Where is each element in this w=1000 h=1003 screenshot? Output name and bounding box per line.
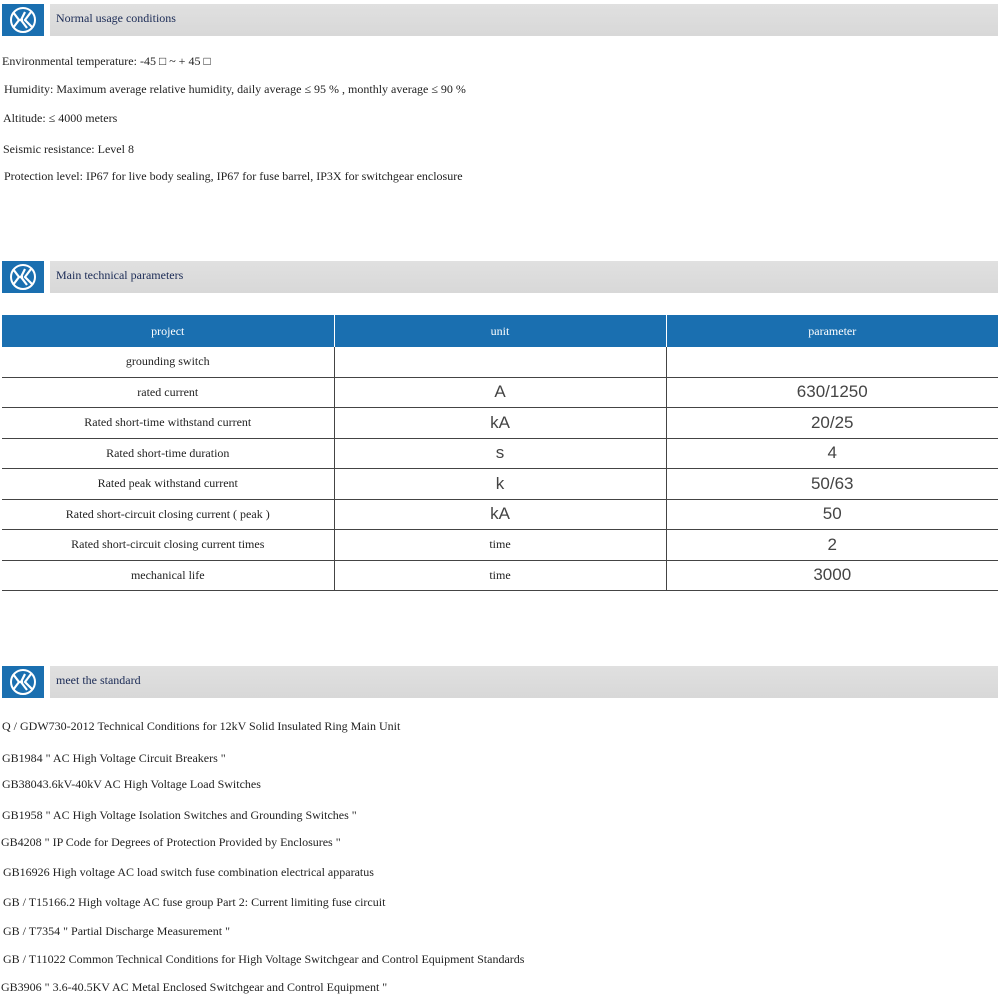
standard-line: GB1984 " AC High Voltage Circuit Breakers " [2, 751, 226, 765]
cell-project: Rated short-time duration [2, 438, 334, 469]
cell-project: Rated peak withstand current [2, 469, 334, 500]
usage-line: Humidity: Maximum average relative humidity, daily average ≤ 95 % , monthly average ≤ 90 % [4, 82, 466, 96]
column-header-unit: unit [334, 315, 666, 347]
header-bar [50, 666, 998, 698]
cell-project: Rated short-circuit closing current times [2, 530, 334, 561]
usage-line: Environmental temperature: -45 □ ~ + 45 □ [2, 54, 211, 68]
cell-unit: kA [334, 408, 666, 439]
cell-unit: k [334, 469, 666, 500]
column-header-parameter: parameter [666, 315, 998, 347]
cell-parameter: 3000 [666, 560, 998, 591]
table-row [2, 560, 998, 591]
section-header-params [2, 261, 998, 293]
table-row [2, 469, 998, 500]
usage-line: Seismic resistance: Level 8 [3, 142, 134, 156]
header-bar [50, 261, 998, 293]
standard-line: GB3906 " 3.6-40.5KV AC Metal Enclosed Switchgear and Control Equipment " [1, 980, 388, 994]
cell-parameter [666, 347, 998, 377]
standard-line: GB / T15166.2 High voltage AC fuse group Part 2: Current limiting fuse circuit [3, 895, 386, 909]
standard-line: GB / T11022 Common Technical Conditions for High Voltage Switchgear and Control Equipment Standards [3, 952, 525, 966]
cell-project: grounding switch [2, 347, 334, 377]
header-bar [50, 4, 998, 36]
usage-line: Altitude: ≤ 4000 meters [3, 111, 118, 125]
brand-logo-icon [2, 666, 44, 698]
cell-unit: kA [334, 499, 666, 530]
cell-unit: time [334, 530, 666, 561]
standard-line: GB1958 " AC High Voltage Isolation Switches and Grounding Switches " [2, 808, 357, 822]
cell-unit: time [334, 560, 666, 591]
section-title: Normal usage conditions [56, 11, 176, 25]
standard-line: GB16926 High voltage AC load switch fuse combination electrical apparatus [3, 865, 374, 879]
cell-project: Rated short-time withstand current [2, 408, 334, 439]
standard-line: Q / GDW730-2012 Technical Conditions for 12kV Solid Insulated Ring Main Unit [2, 719, 401, 733]
cell-unit [334, 347, 666, 377]
table-row [2, 347, 998, 377]
brand-logo-icon [2, 261, 44, 293]
cell-parameter: 50/63 [666, 469, 998, 500]
cell-project: rated current [2, 377, 334, 408]
standard-line: GB4208 " IP Code for Degrees of Protection Provided by Enclosures " [1, 835, 341, 849]
table-row [2, 438, 998, 469]
table-row [2, 530, 998, 561]
section-title: meet the standard [56, 673, 141, 687]
section-header-standard [2, 666, 998, 698]
usage-line: Protection level: IP67 for live body sealing, IP67 for fuse barrel, IP3X for switchgear enclosure [4, 169, 463, 183]
table-row [2, 499, 998, 530]
cell-parameter: 2 [666, 530, 998, 561]
standard-line: GB / T7354 " Partial Discharge Measurement " [3, 924, 230, 938]
cell-parameter: 20/25 [666, 408, 998, 439]
table-row [2, 408, 998, 439]
cell-unit: s [334, 438, 666, 469]
parameters-table [2, 315, 998, 591]
table-row [2, 377, 998, 408]
cell-unit: A [334, 377, 666, 408]
section-title: Main technical parameters [56, 268, 184, 282]
standard-line: GB38043.6kV-40kV AC High Voltage Load Switches [2, 777, 261, 791]
cell-parameter: 50 [666, 499, 998, 530]
cell-project: Rated short-circuit closing current ( peak ) [2, 499, 334, 530]
cell-project: mechanical life [2, 560, 334, 591]
column-header-project: project [2, 315, 334, 347]
cell-parameter: 4 [666, 438, 998, 469]
section-header-usage [2, 4, 998, 36]
brand-logo-icon [2, 4, 44, 36]
cell-parameter: 630/1250 [666, 377, 998, 408]
table-header-row [2, 315, 998, 347]
